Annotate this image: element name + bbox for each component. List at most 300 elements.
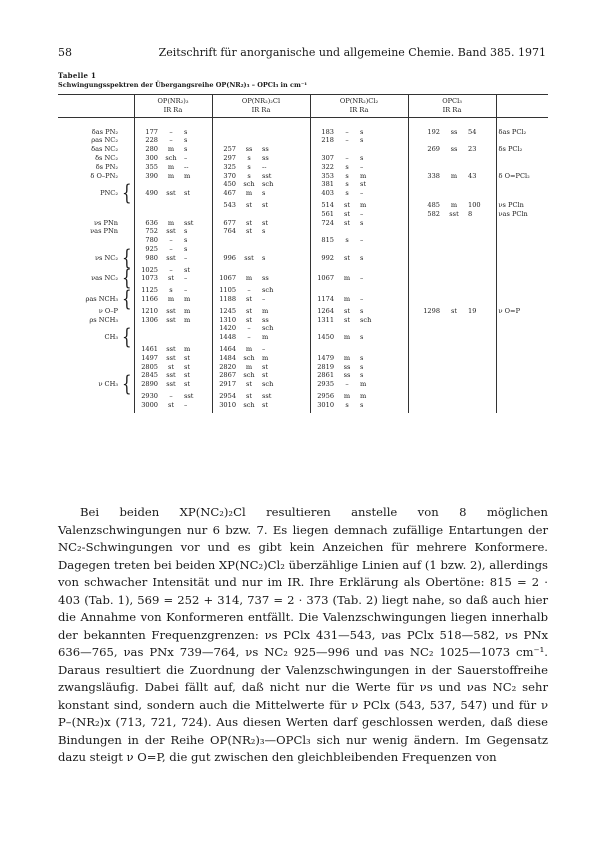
assignment-label [58, 363, 120, 372]
raman-intensity-cell: s [360, 253, 364, 262]
right-assignment-label [496, 266, 548, 275]
raman-intensity-cell: sch [262, 380, 274, 389]
ir-intensity-cell [442, 236, 466, 245]
raman-intensity-cell: st [262, 218, 269, 227]
right-assignment-label [496, 245, 548, 254]
frequency-cell [408, 401, 442, 413]
ir-intensity-cell [442, 345, 466, 354]
raman-intensity-cell [182, 333, 212, 345]
frequency-cell: 218 [310, 136, 336, 145]
raman-intensity-cell [466, 227, 496, 236]
assignment-label [58, 354, 120, 363]
assignment-label: δs NC₂ [95, 153, 118, 162]
ir-intensity-cell: st [343, 200, 351, 209]
table-row [58, 363, 548, 372]
frequency-cell: 980 [134, 254, 160, 266]
ir-intensity-cell: st [245, 306, 253, 315]
raman-intensity-cell: s [262, 189, 266, 198]
frequency-cell: 2819 [310, 363, 336, 372]
ir-intensity-cell: m [167, 218, 175, 227]
raman-intensity-cell [260, 136, 310, 145]
ir-intensity-cell: – [169, 136, 173, 145]
ir-intensity-cell: s [247, 162, 251, 171]
frequency-cell: 1025 [134, 266, 160, 275]
spectra-table [58, 94, 548, 413]
raman-intensity-cell [466, 401, 496, 413]
frequency-cell: 338 [408, 172, 442, 181]
assignment-label: CH₃ [104, 333, 118, 342]
ir-intensity-cell [442, 245, 466, 254]
frequency-cell: 543 [212, 201, 238, 210]
frequency-cell: 2930 [134, 392, 160, 401]
frequency-cell [134, 324, 160, 333]
ir-intensity-cell [160, 333, 182, 345]
ir-intensity-cell: st [450, 306, 458, 315]
table-row [58, 295, 548, 307]
ir-intensity-cell: s [345, 162, 349, 171]
table-row [58, 189, 548, 201]
raman-intensity-cell [466, 380, 496, 392]
raman-intensity-cell [182, 210, 212, 219]
frequency-cell: 177 [134, 117, 160, 136]
brace-cell [120, 210, 134, 219]
frequency-cell: 1461 [134, 345, 160, 354]
assignment-label: PNC₂ [100, 189, 118, 198]
ir-intensity-cell [336, 345, 358, 354]
ir-intensity-cell [442, 401, 466, 413]
raman-intensity-cell: – [360, 209, 364, 218]
ir-intensity-cell: sch [243, 180, 255, 189]
raman-intensity-cell [182, 201, 212, 210]
raman-intensity-cell: m [184, 294, 191, 303]
ir-intensity-cell: s [345, 400, 349, 409]
raman-intensity-cell: 19 [468, 306, 477, 315]
raman-intensity-cell [260, 117, 310, 136]
raman-intensity-cell: st [262, 400, 269, 409]
ir-intensity-cell [336, 266, 358, 275]
assignment-label [58, 266, 120, 275]
brace-cell [120, 236, 134, 245]
ir-intensity-cell: st [343, 306, 351, 315]
assignment-label: νas NC₂ [91, 274, 118, 283]
frequency-cell: 450 [212, 180, 238, 189]
assignment-label [58, 371, 120, 380]
raman-intensity-cell [260, 210, 310, 219]
frequency-cell [408, 189, 442, 201]
ir-intensity-cell [442, 274, 466, 286]
frequency-cell: 322 [310, 163, 336, 172]
frequency-cell [134, 333, 160, 345]
raman-intensity-cell [466, 333, 496, 345]
frequency-cell: 724 [310, 219, 336, 228]
raman-intensity-cell: 100 [468, 200, 481, 209]
ir-intensity-cell: m [343, 333, 351, 342]
frequency-cell: 228 [134, 136, 160, 145]
right-assignment-label [496, 354, 548, 363]
ir-intensity-cell: st [245, 218, 253, 227]
frequency-cell [134, 180, 160, 189]
right-assignment-label [496, 189, 548, 201]
ir-intensity-cell: sch [243, 371, 255, 380]
frequency-cell [408, 286, 442, 295]
ir-intensity-cell [336, 227, 358, 236]
ir-intensity-cell: ss [343, 362, 351, 371]
raman-intensity-cell: s [360, 127, 364, 136]
frequency-cell: 467 [212, 189, 238, 201]
raman-intensity-cell [466, 345, 496, 354]
raman-intensity-cell [358, 324, 408, 333]
ir-intensity-cell [442, 371, 466, 380]
frequency-cell [310, 345, 336, 354]
ir-intensity-cell: s [345, 180, 349, 189]
frequency-cell: 1073 [134, 274, 160, 286]
brace-cell [120, 227, 134, 236]
frequency-cell: 582 [408, 210, 442, 219]
brace-cell [120, 219, 134, 228]
frequency-cell: 764 [212, 227, 238, 236]
frequency-cell: 370 [212, 172, 238, 181]
ir-intensity-cell [442, 354, 466, 363]
ir-intensity-cell: sst [166, 371, 176, 380]
frequency-cell [408, 245, 442, 254]
frequency-cell [212, 210, 238, 219]
frequency-cell: 3010 [212, 401, 238, 413]
ir-intensity-cell [442, 324, 466, 333]
raman-intensity-cell: – [360, 189, 364, 198]
frequency-cell [408, 274, 442, 286]
raman-intensity-cell: – [360, 294, 364, 303]
table-caption: Tabelle 1 [58, 71, 97, 80]
frequency-cell: 1105 [212, 286, 238, 295]
raman-intensity-cell: sch [262, 180, 274, 189]
brace-cell [120, 401, 134, 413]
raman-intensity-cell [466, 189, 496, 201]
frequency-cell: 752 [134, 227, 160, 236]
frequency-cell [310, 266, 336, 275]
table-row [58, 154, 548, 163]
raman-intensity-cell: st [184, 371, 191, 380]
brace-cell [120, 163, 134, 172]
raman-intensity-cell: ss [262, 153, 269, 162]
assignment-label [58, 245, 120, 254]
frequency-cell: 1484 [212, 354, 238, 363]
raman-intensity-cell: m [360, 171, 367, 180]
frequency-cell: 3000 [134, 401, 160, 413]
ir-intensity-cell: st [245, 294, 253, 303]
table-row [58, 274, 548, 286]
frequency-cell [408, 392, 442, 401]
ir-intensity-cell: m [343, 294, 351, 303]
ir-intensity-cell: ss [245, 145, 253, 154]
right-assignment-label: δs PCl₂ [496, 145, 548, 154]
ir-intensity-cell [336, 324, 358, 333]
frequency-cell [310, 145, 336, 154]
assignment-label [58, 210, 120, 219]
raman-intensity-cell [466, 286, 496, 295]
table-row [58, 333, 548, 345]
frequency-cell: 490 [134, 189, 160, 201]
ir-intensity-cell [238, 117, 260, 136]
raman-intensity-cell [466, 363, 496, 372]
frequency-cell: 353 [310, 172, 336, 181]
raman-intensity-cell: – [184, 274, 188, 283]
frequency-cell: 355 [134, 163, 160, 172]
ir-intensity-cell [442, 295, 466, 307]
ir-intensity-cell [442, 286, 466, 295]
ir-intensity-cell [442, 333, 466, 345]
frequency-cell [212, 245, 238, 254]
ir-intensity-cell [442, 189, 466, 201]
col-header-1: OP(NR₂)₃ [134, 95, 212, 106]
raman-intensity-cell [466, 371, 496, 380]
raman-intensity-cell [358, 345, 408, 354]
raman-intensity-cell [182, 324, 212, 333]
raman-intensity-cell: s [360, 371, 364, 380]
frequency-cell: 280 [134, 145, 160, 154]
ir-intensity-cell: sch [243, 353, 255, 362]
ir-intensity-cell: st [245, 380, 253, 389]
ir-intensity-cell: sch [165, 153, 177, 162]
frequency-cell [408, 345, 442, 354]
table-row [58, 172, 548, 181]
ir-intensity-cell: sst [166, 380, 176, 389]
raman-intensity-cell [466, 324, 496, 333]
raman-intensity-cell: s [360, 362, 364, 371]
raman-intensity-cell: s [360, 400, 364, 409]
ir-intensity-cell: – [345, 136, 349, 145]
raman-intensity-cell [358, 227, 408, 236]
ir-intensity-cell: sst [166, 344, 176, 353]
journal-title: Zeitschrift für anorganische und allgemeine Chemie. Band 385. 1971 [158, 46, 546, 59]
assignment-label: δas NC₂ [91, 145, 118, 154]
ir-intensity-cell [442, 380, 466, 392]
raman-intensity-cell [358, 145, 408, 154]
ir-intensity-cell [160, 324, 182, 333]
ir-intensity-cell: st [343, 209, 351, 218]
raman-intensity-cell: st [360, 180, 367, 189]
ir-intensity-cell: ss [343, 371, 351, 380]
frequency-cell: 2917 [212, 380, 238, 392]
raman-intensity-cell: 43 [468, 171, 477, 180]
assignment-label: δ O–PN₂ [90, 171, 118, 180]
frequency-cell [408, 333, 442, 345]
raman-intensity-cell: s [360, 306, 364, 315]
raman-intensity-cell: s [184, 244, 188, 253]
right-assignment-label [496, 295, 548, 307]
ir-intensity-cell [442, 316, 466, 325]
frequency-cell: 1245 [212, 307, 238, 316]
ir-intensity-cell: st [245, 315, 253, 324]
assignment-label: ν O–P [98, 306, 118, 315]
frequency-cell: 514 [310, 201, 336, 210]
frequency-cell: 485 [408, 201, 442, 210]
raman-intensity-cell: -- [262, 162, 267, 171]
raman-intensity-cell [466, 295, 496, 307]
ir-intensity-cell [442, 219, 466, 228]
right-assignment-label: δ O=PCl₂ [496, 172, 548, 181]
right-assignment-label [496, 392, 548, 401]
raman-intensity-cell [466, 266, 496, 275]
raman-intensity-cell: 23 [468, 145, 477, 154]
table-row [58, 117, 548, 136]
page-number: 58 [58, 46, 72, 59]
frequency-cell: 1264 [310, 307, 336, 316]
frequency-cell [408, 154, 442, 163]
right-assignment-label [496, 180, 548, 189]
frequency-cell [310, 286, 336, 295]
ir-intensity-cell: m [245, 362, 253, 371]
ir-intensity-cell [442, 254, 466, 266]
ir-intensity-cell: m [167, 294, 175, 303]
frequency-cell [408, 219, 442, 228]
brace-cell [120, 117, 134, 136]
ir-intensity-cell: s [345, 189, 349, 198]
raman-intensity-cell: ss [262, 274, 269, 283]
raman-intensity-cell: – [184, 253, 188, 262]
raman-intensity-cell [182, 180, 212, 189]
raman-intensity-cell: m [262, 306, 269, 315]
raman-intensity-cell: – [184, 153, 188, 162]
raman-intensity-cell: – [262, 294, 266, 303]
raman-intensity-cell [466, 354, 496, 363]
frequency-cell: 2820 [212, 363, 238, 372]
frequency-cell: 925 [134, 245, 160, 254]
ir-intensity-cell [238, 236, 260, 245]
frequency-cell [408, 266, 442, 275]
ir-intensity-cell: st [245, 391, 253, 400]
ir-intensity-cell: – [169, 236, 173, 245]
assignment-label [58, 201, 120, 210]
frequency-cell: 1420 [212, 324, 238, 333]
raman-intensity-cell [358, 266, 408, 275]
assignment-label [58, 236, 120, 245]
ir-intensity-cell: – [169, 265, 173, 274]
raman-intensity-cell: st [262, 200, 269, 209]
frequency-cell: 403 [310, 189, 336, 201]
raman-intensity-cell [358, 245, 408, 254]
frequency-cell [408, 354, 442, 363]
ir-intensity-cell: – [345, 153, 349, 162]
table-row [58, 380, 548, 392]
frequency-cell: 3010 [310, 401, 336, 413]
frequency-cell: 1166 [134, 295, 160, 307]
raman-intensity-cell: s [360, 218, 364, 227]
ir-intensity-cell [160, 180, 182, 189]
frequency-cell [408, 324, 442, 333]
frequency-cell: 996 [212, 254, 238, 266]
frequency-cell [408, 380, 442, 392]
table-row [58, 136, 548, 145]
raman-intensity-cell: m [184, 171, 191, 180]
raman-intensity-cell [466, 254, 496, 266]
frequency-cell [212, 117, 238, 136]
raman-intensity-cell: st [184, 189, 191, 198]
frequency-cell: 561 [310, 210, 336, 219]
raman-intensity-cell: ss [262, 315, 269, 324]
frequency-cell [408, 236, 442, 245]
raman-intensity-cell: 8 [468, 209, 473, 218]
ir-intensity-cell: – [169, 127, 173, 136]
raman-intensity-cell: m [360, 391, 367, 400]
brace-cell [120, 172, 134, 181]
ir-intensity-cell: s [247, 171, 251, 180]
ir-intensity-cell [160, 210, 182, 219]
ir-intensity-cell: m [343, 274, 351, 283]
raman-intensity-cell: s [184, 236, 188, 245]
raman-intensity-cell [466, 316, 496, 325]
ir-intensity-cell: m [343, 391, 351, 400]
right-assignment-label [496, 345, 548, 354]
frequency-cell: 1311 [310, 316, 336, 325]
right-assignment-label: νs PCln [496, 201, 548, 210]
brace-cell: { [122, 265, 132, 291]
right-assignment-label [496, 274, 548, 286]
ir-intensity-cell: s [247, 153, 251, 162]
ir-intensity-cell: st [343, 315, 351, 324]
frequency-cell [310, 245, 336, 254]
table-row [58, 254, 548, 266]
table-row [58, 227, 548, 236]
right-assignment-label [496, 136, 548, 145]
frequency-cell [408, 227, 442, 236]
table-row [58, 210, 548, 219]
right-assignment-label [496, 333, 548, 345]
assignment-label: δas PN₂ [91, 127, 118, 136]
raman-intensity-cell: ss [262, 145, 269, 154]
col-header-3: OP(NR₂)Cl₂ [310, 95, 408, 106]
brace-cell: { [122, 245, 132, 271]
assignment-label: νs PNn [94, 218, 118, 227]
ir-intensity-cell: m [245, 274, 253, 283]
ir-intensity-cell: s [345, 236, 349, 245]
brace-cell: { [122, 180, 132, 206]
assignment-label [58, 345, 120, 354]
assignment-label: νs NC₂ [95, 253, 118, 262]
assignment-label [58, 180, 120, 189]
raman-intensity-cell [466, 392, 496, 401]
raman-intensity-cell: – [360, 274, 364, 283]
frequency-cell: 1450 [310, 333, 336, 345]
assignment-label [58, 324, 120, 333]
ir-intensity-cell [238, 245, 260, 254]
ir-intensity-cell [238, 136, 260, 145]
ir-intensity-cell: sst [449, 209, 459, 218]
header-blank [58, 95, 134, 106]
raman-intensity-cell: st [262, 362, 269, 371]
frequency-cell [408, 295, 442, 307]
ir-intensity-cell [238, 210, 260, 219]
ir-intensity-cell: ss [450, 127, 458, 136]
col-subheader-4: IR Ra [408, 106, 496, 117]
ir-intensity-cell [442, 136, 466, 145]
table-row [58, 163, 548, 172]
raman-intensity-cell [260, 266, 310, 275]
raman-intensity-cell: s [184, 145, 188, 154]
raman-intensity-cell: st [262, 371, 269, 380]
assignment-label [58, 401, 120, 413]
brace-cell: { [122, 286, 132, 312]
raman-intensity-cell [466, 245, 496, 254]
right-assignment-label [496, 163, 548, 172]
frequency-cell: 325 [212, 163, 238, 172]
raman-intensity-cell: – [360, 162, 364, 171]
right-assignment-label [496, 227, 548, 236]
assignment-label: ν CH₃ [98, 380, 118, 389]
frequency-cell: 2845 [134, 371, 160, 380]
raman-intensity-cell: m [184, 315, 191, 324]
ir-intensity-cell: st [343, 253, 351, 262]
frequency-cell [408, 363, 442, 372]
